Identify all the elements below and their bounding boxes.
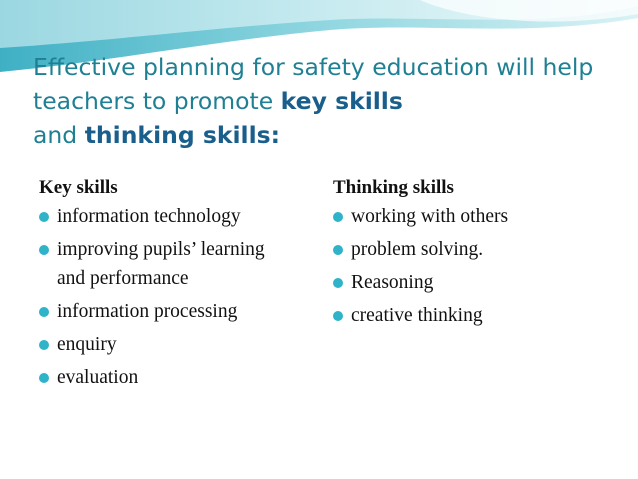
key-skills-list — [39, 202, 309, 392]
bullet-icon — [39, 373, 49, 383]
bullet-icon — [333, 245, 343, 255]
key-skills-heading: Key skills — [39, 177, 118, 198]
bullet-icon — [39, 307, 49, 317]
bullet-icon — [333, 212, 343, 222]
bullet-icon — [333, 278, 343, 288]
list-item: Reasoning — [333, 268, 623, 297]
bullet-icon — [39, 245, 49, 255]
list-item: working with others — [333, 202, 623, 231]
thinking-skills-heading: Thinking skills — [333, 177, 454, 198]
list-item: evaluation — [39, 363, 309, 392]
bullet-icon — [39, 340, 49, 350]
title-emphasis-thinking-skills: thinking skills: — [84, 121, 281, 149]
list-item: creative thinking — [333, 301, 623, 330]
list-item: problem solving. — [333, 235, 623, 264]
list-item: improving pupils’ learning and performance — [39, 235, 272, 293]
key-skills-column — [39, 176, 309, 396]
thinking-skills-list — [333, 202, 623, 330]
list-item: information technology — [39, 202, 309, 231]
title-emphasis-key-skills: key skills — [280, 87, 403, 115]
bullet-icon — [39, 212, 49, 222]
list-item: enquiry — [39, 330, 309, 359]
list-item: information processing — [39, 297, 309, 326]
slide-title: Effective planning for safety education will help teachers to promote key skills and thinking skills: — [33, 53, 594, 149]
bullet-icon — [333, 311, 343, 321]
thinking-skills-column — [333, 176, 623, 334]
